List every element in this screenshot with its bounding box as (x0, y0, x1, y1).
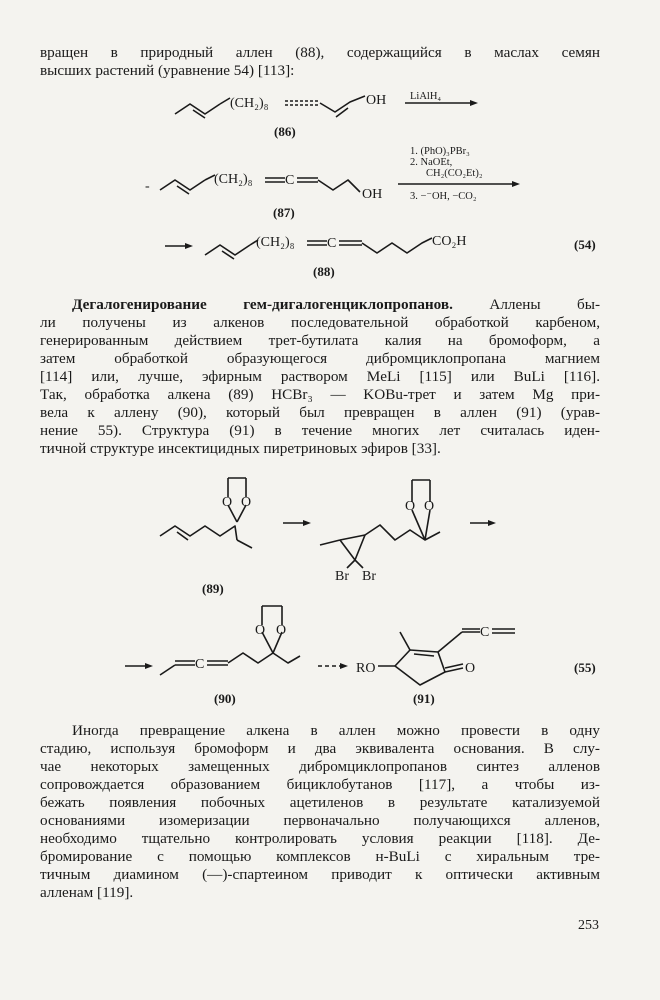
ketone-oxygen: O (465, 661, 476, 676)
dioxolane-oxygen: O (241, 495, 252, 510)
equation-number-55: (55) (574, 660, 596, 675)
allene-carbon: C (195, 657, 205, 672)
text-line: чае некоторых замещенных дибромциклопропанов синтез алленов (40, 758, 600, 775)
text-line: сопровождается образованием бициклобутанов [117], а чтобы из- (40, 776, 600, 793)
text-line: [114] или, лучше, эфирным раствором MeLi [115] или BuLi [116]. (40, 368, 600, 385)
reagent-step2: 2. NaOEt, (410, 157, 453, 168)
text-line: алленам [119]. (40, 884, 134, 901)
hydroxyl-label: OH (362, 187, 383, 202)
chain-label: (CH₂)₈ (256, 235, 295, 250)
compound-91-structure (356, 625, 515, 706)
allene-carbon: C (327, 236, 337, 251)
text-line: генерированным действием трет-бутилата калия на бромоформ, а (40, 332, 600, 349)
chain-label: (CH₂)₈ (230, 96, 269, 111)
dioxolane-oxygen: O (255, 623, 266, 638)
chain-label: (CH₂)₈ (214, 172, 253, 187)
compound-86-label: (86) (274, 124, 296, 139)
text-line: затем обработкой образующегося дибромциклопропана магнием (40, 350, 600, 367)
dioxolane-oxygen: O (276, 623, 287, 638)
reagent-step3: 3. −⁻OH, −CO₂ (410, 191, 477, 202)
text-line: Иногда превращение алкена в аллен можно провести в одну (72, 722, 600, 739)
dioxolane-oxygen: O (222, 495, 233, 510)
text-line: вращен в природный аллен (88), содержащийся в маслах семян (40, 44, 600, 61)
text-line: основаниями изомеризации первоначально получающихся алленов, (40, 812, 600, 829)
section-heading: Дегалогенирование гем-дигалогенциклопропанов. (72, 296, 453, 313)
compound-88-label: (88) (313, 264, 335, 279)
reagent-malonate: CH₂(CO₂Et)₂ (426, 168, 483, 179)
dioxolane-oxygen: O (405, 499, 416, 514)
svg-text:-: - (145, 179, 150, 194)
hydroxyl-label: OH (366, 93, 387, 108)
text-line: тичной структуре инсектицидных пиретриновых эфиров [33]. (40, 440, 441, 457)
text-line: нение 55). Структура (91) в течение многих лет считалась иден- (40, 422, 600, 439)
dibromocyclopropane-structure (320, 480, 440, 584)
compound-89-structure (160, 478, 252, 596)
reagent-step1: 1. (PhO)₃PBr₃ (410, 146, 470, 157)
bromine-1: Br (335, 569, 349, 584)
carboxyl-label: CO₂H (432, 234, 467, 249)
page-number: 253 (578, 918, 599, 933)
paragraph-one-step (40, 722, 600, 902)
text-line: ли получены из алкенов последовательной обработкой карбеном, (40, 314, 600, 331)
text-line: необходимо тщательно контролировать условия реакции [118]. Де- (40, 830, 600, 847)
allene-carbon: C (285, 173, 295, 188)
allene-carbon: C (480, 625, 490, 640)
compound-87-label: (87) (273, 205, 295, 220)
text-line: Так, обработка алкена (89) HCBr₃ — KOBu-трет и затем Mg при- (40, 386, 600, 403)
heading-continuation: Аллены бы- (452, 296, 601, 313)
ester-ro: RO (356, 661, 376, 676)
reagent-lialh4: LiAlH₄ (410, 91, 442, 102)
compound-90-label: (90) (214, 691, 236, 706)
compound-89-label: (89) (202, 581, 224, 596)
text-line: высших растений (уравнение 54) [113]: (40, 62, 295, 79)
bromine-2: Br (362, 569, 376, 584)
compound-90-structure (125, 606, 300, 706)
equation-number-54: (54) (574, 237, 596, 252)
text-line: бромирование с помощью комплексов н-BuLi с хиральным тре- (40, 848, 600, 865)
text-line: стадию, используя бромоформ и два эквивалента основания. В слу- (40, 740, 600, 757)
text-line: бежать появления побочных ацетиленов в результате катализуемой (40, 794, 600, 811)
text-line: тичным диамином (—)-спартеином приводит к оптически активным (40, 866, 600, 883)
dioxolane-oxygen: O (424, 499, 435, 514)
compound-91-label: (91) (413, 691, 435, 706)
text-line: вела к аллену (90), который был превращен в аллен (91) (урав- (40, 404, 600, 421)
